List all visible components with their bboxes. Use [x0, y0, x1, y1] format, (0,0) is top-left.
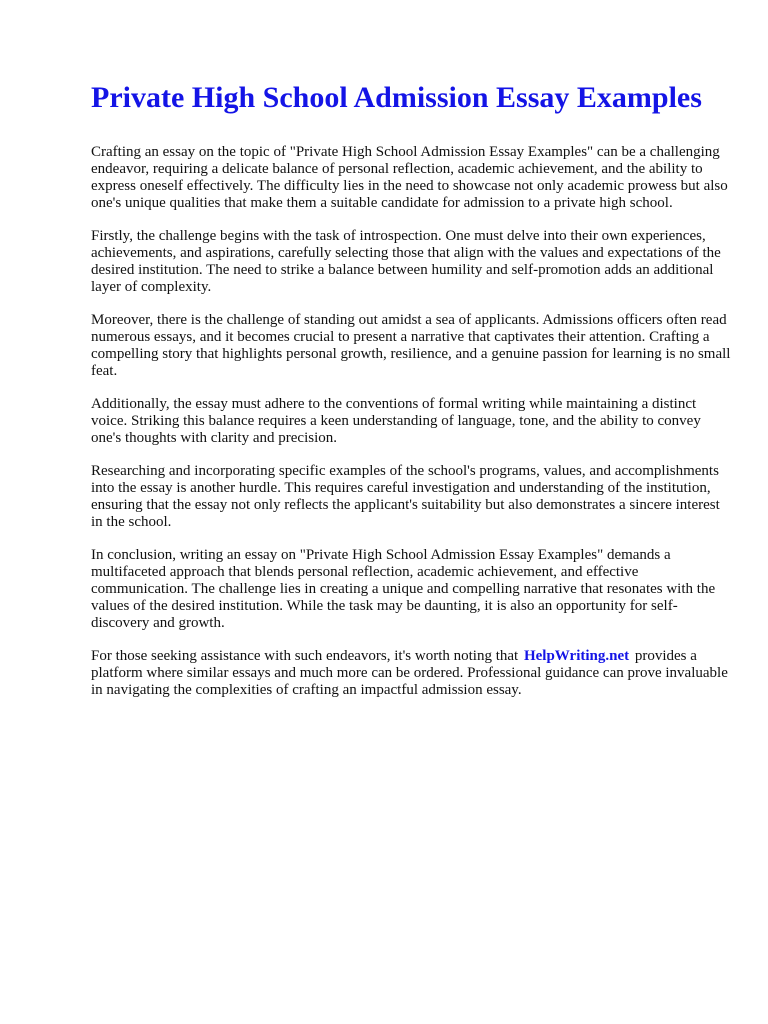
document-title: Private High School Admission Essay Examples	[91, 81, 702, 114]
paragraph-closing	[91, 648, 731, 699]
paragraph-formal-writing: Additionally, the essay must adhere to the conventions of formal writing while maintaining a distinct voice. Striking this balance requires a keen understanding of language, tone, and the ability to convey one's thoughts with clarity and precision.	[91, 396, 701, 446]
paragraph-research: Researching and incorporating specific examples of the school's programs, values, and accomplishments into the essay is another hurdle. This requires careful investigation and understanding of the institution, ensuring that the essay not only reflects the applicant's suitability but also demonstrates a sincere interest in the school.	[91, 463, 720, 530]
paragraph-standing-out: Moreover, there is the challenge of standing out amidst a sea of applicants. Admissions officers often read numerous essays, and it becomes crucial to present a narrative that captivates their attention. Crafting a compelling story that highlights personal growth, resilience, and a genuine passion for learning is no small feat.	[91, 312, 731, 379]
paragraph-intro: Crafting an essay on the topic of "Private High School Admission Essay Examples" can be a challenging endeavor, requiring a delicate balance of personal reflection, academic achievement, and the ability to express oneself effectively. The difficulty lies in the need to showcase not only academic prowess but also one's unique qualities that make them a suitable candidate for admission to a private high school.	[91, 144, 728, 211]
closing-text-after-link: provides a platform where similar essays and much more can be ordered. Professional guidance can prove invaluable in navigating the complexities of crafting an impactful admission essay.	[91, 648, 728, 698]
paragraph-conclusion: In conclusion, writing an essay on "Private High School Admission Essay Examples" demands a multifaceted approach that blends personal reflection, academic achievement, and effective communication. The challenge lies in creating a unique and compelling narrative that resonates with the values of the desired institution. While the task may be daunting, it is also an opportunity for self-discovery and growth.	[91, 547, 716, 631]
closing-text-before-link: For those seeking assistance with such endeavors, it's worth noting that	[91, 648, 519, 664]
helpwriting-link[interactable]: HelpWriting.net	[523, 648, 630, 664]
document-body	[91, 144, 731, 699]
paragraph-introspection: Firstly, the challenge begins with the task of introspection. One must delve into their own experiences, achievements, and aspirations, carefully selecting those that align with the values and expectations of the desired institution. The need to strike a balance between humility and self-promotion adds an additional layer of complexity.	[91, 228, 721, 295]
